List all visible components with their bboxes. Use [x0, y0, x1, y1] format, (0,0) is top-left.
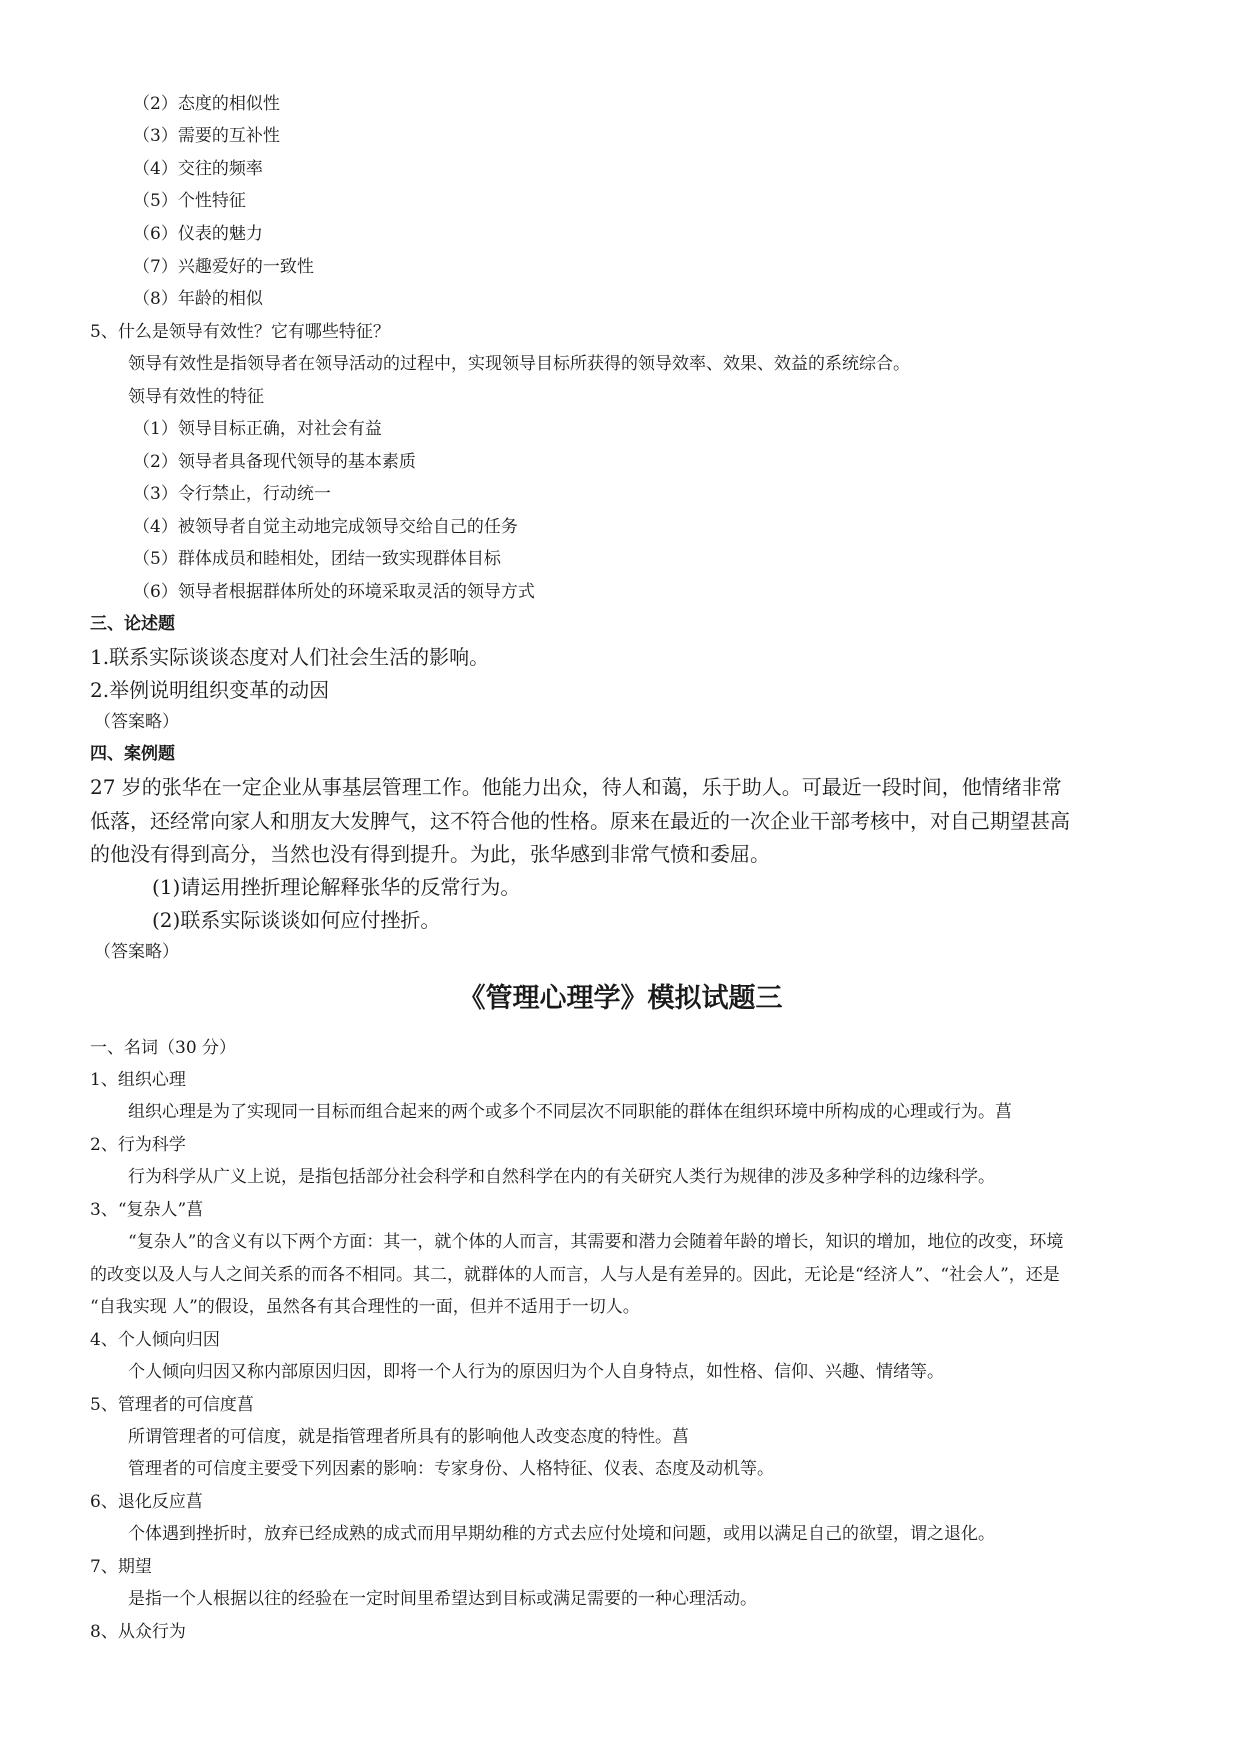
- list-item: （4）被领导者自觉主动地完成领导交给自己的任务: [133, 517, 518, 537]
- term-heading: 7、期望: [90, 1557, 152, 1577]
- term-heading: 5、管理者的可信度菖: [90, 1395, 254, 1415]
- term-definition-line: “自我实现 人”的假设，虽然各有其合理性的一面，但并不适用于一切人。: [90, 1297, 640, 1317]
- list-item: （4）交往的频率: [133, 159, 263, 179]
- case-question: (2)联系实际谈谈如何应付挫折。: [152, 908, 441, 932]
- case-question: (1)请运用挫折理论解释张华的反常行为。: [152, 875, 521, 899]
- page-title: 《管理心理学》模拟试题三: [458, 983, 783, 1014]
- term-definition: 是指一个人根据以往的经验在一定时间里希望达到目标或满足需要的一种心理活动。: [128, 1589, 757, 1609]
- list-item: （2）态度的相似性: [133, 94, 280, 114]
- list-item: （8）年龄的相似: [133, 289, 263, 309]
- case-text-line: 27 岁的张华在一定企业从事基层管理工作。他能力出众，待人和蔼，乐于助人。可最近一段时间，他情绪非常: [90, 775, 1062, 799]
- list-item: （1）领导目标正确，对社会有益: [133, 419, 382, 439]
- term-definition: 所谓管理者的可信度，就是指管理者所具有的影响他人改变态度的特性。菖: [128, 1427, 689, 1447]
- section-heading: 三、论述题: [90, 614, 175, 634]
- essay-question: 2.举例说明组织变革的动因: [90, 678, 330, 702]
- term-heading: 6、退化反应菖: [90, 1492, 203, 1512]
- paragraph: 领导有效性是指领导者在领导活动的过程中，实现领导目标所获得的领导效率、效果、效益的系统综合。: [128, 354, 910, 374]
- term-heading: 8、从众行为: [90, 1622, 186, 1642]
- list-item: （3）需要的互补性: [133, 126, 280, 146]
- answer-note: （答案略）: [94, 712, 179, 732]
- term-heading: 4、个人倾向归因: [90, 1330, 220, 1350]
- list-item: （5）个性特征: [133, 191, 246, 211]
- term-heading: 2、行为科学: [90, 1135, 186, 1155]
- answer-note: （答案略）: [94, 942, 179, 962]
- list-item: （2）领导者具备现代领导的基本素质: [133, 452, 416, 472]
- stray-mark: 菖: [186, 1200, 204, 1220]
- stray-mark: 菖: [672, 1427, 689, 1447]
- stray-mark: 菖: [236, 1395, 254, 1415]
- essay-question: 1.联系实际谈谈态度对人们社会生活的影响。: [90, 645, 490, 669]
- term-definition: 个人倾向归因又称内部原因归因，即将一个人行为的原因归为个人自身特点，如性格、信仰、兴趣、情绪等。: [128, 1362, 944, 1382]
- section-heading: 一、名词（30 分）: [90, 1038, 237, 1058]
- case-text-line: 的他没有得到高分，当然也没有得到提升。为此，张华感到非常气愤和委屈。: [90, 842, 770, 866]
- list-item: （5）群体成员和睦相处，团结一致实现群体目标: [133, 549, 501, 569]
- term-definition-line: 的改变以及人与人之间关系的而各不相同。其二，就群体的人而言，人与人是有差异的。因此，无论是“经济人”、“社会人”，还是: [90, 1265, 1060, 1285]
- question-heading: 5、什么是领导有效性？它有哪些特征？: [90, 322, 390, 342]
- stray-mark: 菖: [185, 1492, 203, 1512]
- term-definition: 行为科学从广义上说，是指包括部分社会科学和自然科学在内的有关研究人类行为规律的涉及多种学科的边缘科学。: [128, 1167, 995, 1187]
- term-definition-line: “复杂人”的含义有以下两个方面：其一，就个体的人而言，其需要和潜力会随着年龄的增长，知识的增加，地位的改变，环境: [128, 1232, 1064, 1252]
- term-heading: 3、“复杂人”菖: [90, 1200, 204, 1220]
- subheading: 领导有效性的特征: [128, 387, 264, 407]
- term-definition: 个体遇到挫折时，放弃已经成熟的成式而用早期幼稚的方式去应付处境和问题，或用以满足自己的欲望，谓之退化。: [128, 1524, 995, 1544]
- case-text-line: 低落，还经常向家人和朋友大发脾气，这不符合他的性格。原来在最近的一次企业干部考核中，对自己期望甚高: [90, 809, 1070, 833]
- term-definition: 管理者的可信度主要受下列因素的影响：专家身份、人格特征、仪表、态度及动机等。: [128, 1459, 774, 1479]
- list-item: （6）仪表的魅力: [133, 224, 263, 244]
- stray-mark: 菖: [995, 1102, 1012, 1122]
- list-item: （3）令行禁止，行动统一: [133, 484, 331, 504]
- list-item: （6）领导者根据群体所处的环境采取灵活的领导方式: [133, 582, 535, 602]
- term-definition: 组织心理是为了实现同一目标而组合起来的两个或多个不同层次不同职能的群体在组织环境中所构成的心理或行为。菖: [128, 1102, 1012, 1122]
- term-heading: 1、组织心理: [90, 1070, 186, 1090]
- section-heading: 四、案例题: [90, 744, 175, 764]
- list-item: （7）兴趣爱好的一致性: [133, 257, 314, 277]
